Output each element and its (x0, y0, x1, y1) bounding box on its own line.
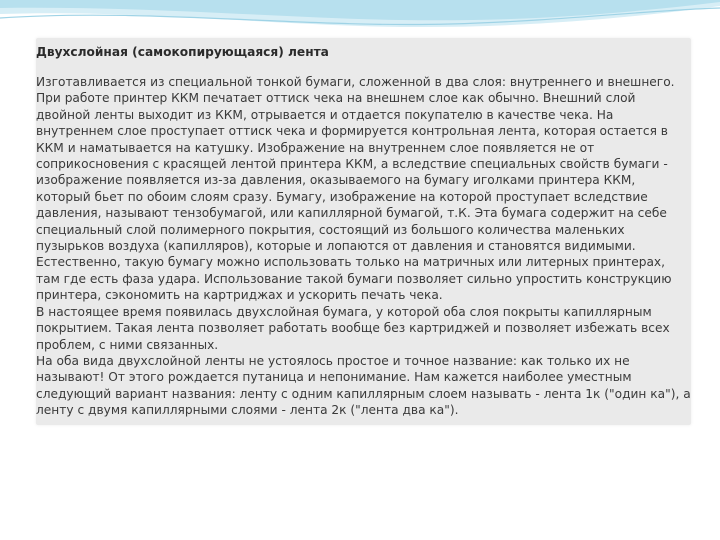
paragraph-3: В настоящее время появилась двухслойная бумага, у которой оба слоя покрыты капиллярным покрытием. Такая лента позволяет работать вообще без картриджей и позволяет избежать всех проблем, с ними связанных. (36, 304, 670, 352)
body-text (36, 74, 691, 419)
content-panel (36, 38, 691, 425)
paragraph-1: Изготавливается из специальной тонкой бумаги, сложенной в два слоя: внутреннего и внешнего. При работе принтер ККМ печатает оттиск чека на внешнем слое как обычно. Внешний слой двойной ленты выходит из ККМ, отрывается и отдается покупателю в качестве чека. На внутреннем слое проступает оттиск чека и формируется контрольная лента, которая остается в ККМ и наматывается на катушку. Изображение на внутреннем слое появляется не от соприкосновения с красящей лентой принтера ККМ, а вследствие специальных свойств бумаги - изображение появляется из-за давления, оказываемого на бумагу иголками принтера ККМ, который бьет по обоим слоям сразу. Бумагу, изображение на которой проступает вследствие давления, называют тензобумагой, или капиллярной бумагой, т.К. Эта бумага содержит на себе специальный слой полимерного покрытия, состоящий из большого количества маленьких пузырьков воздуха (капилляров), которые и лопаются от давления и становятся видимыми. (36, 75, 675, 254)
paragraph-2: Естественно, такую бумагу можно использовать только на матричных или литерных принтерах, там где есть фаза удара. Использование такой бумаги позволяет сильно упростить конструкцию принтера, сэкономить на картриджах и ускорить печать чека. (36, 255, 672, 303)
decorative-wave-header (0, 0, 720, 40)
paragraph-4: На оба вида двухслойной ленты не устоялось простое и точное название: как только их не называют! От этого рождается путаница и непонимание. Нам кажется наиболее уместным следующий вариант названия: ленту с одним капиллярным слоем называть - лента 1к ("один ка"), а ленту с двумя капиллярными слоями - лента 2к ("лента два ка"). (36, 353, 691, 418)
slide-title: Двухслойная (самокопирующаяся) лента (36, 45, 329, 59)
